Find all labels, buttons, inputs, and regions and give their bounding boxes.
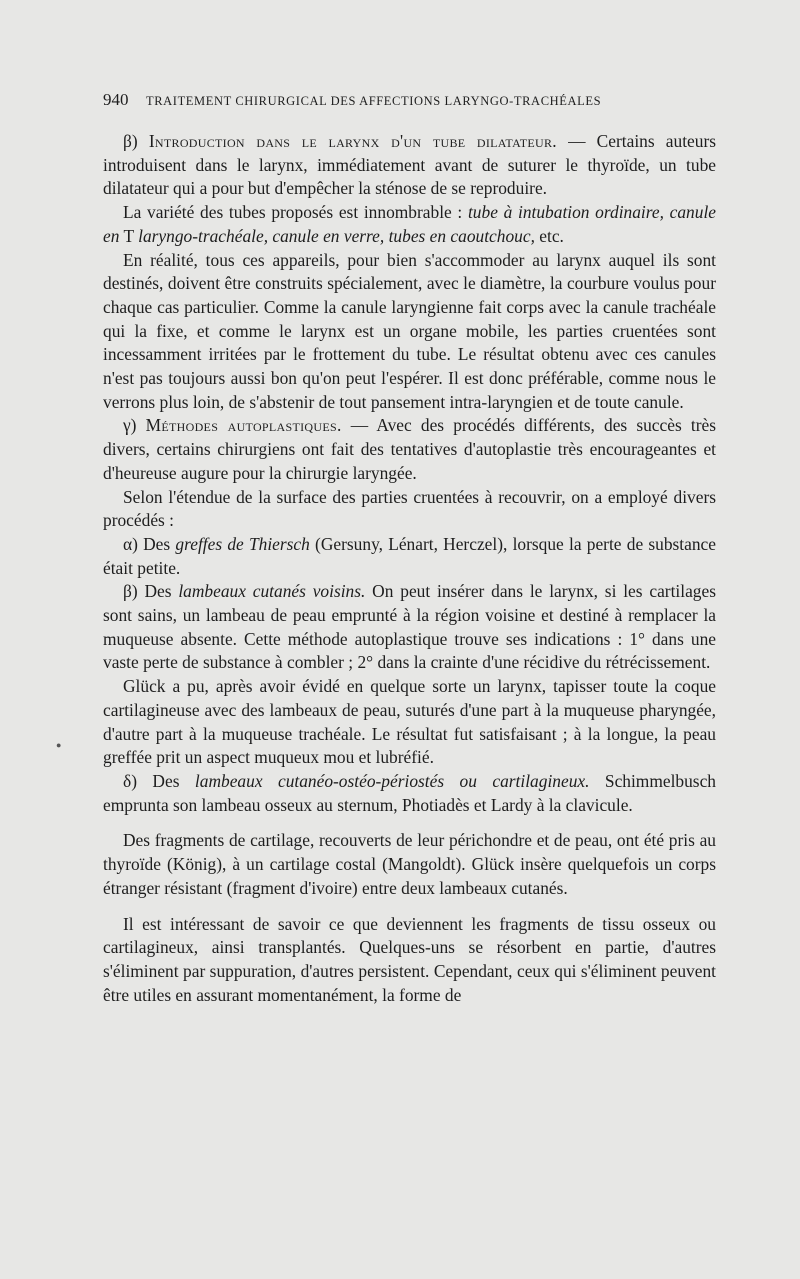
paragraph-text: (Gersuny, Lénart, Herczel), lorsque la perte de substance était petite. bbox=[103, 533, 716, 578]
paragraph-text: Schimmelbusch emprunta son lambeau osseux au sternum, Photiadès et Lardy à la clavicule. bbox=[103, 770, 716, 815]
item-label: β) bbox=[123, 131, 149, 151]
item-label: β) Des bbox=[123, 581, 179, 602]
paragraph bbox=[103, 533, 716, 580]
italic-term: lambeaux cutanéo-ostéo-périostés ou cartilagineux. bbox=[194, 770, 590, 791]
paragraph: En réalité, tous ces appareils, pour bien s'accommoder au larynx auquel ils sont destinés, doivent être construits spécialement, avec le diamètre, la courbure voulus pour chaque cas particulier. Comme la canule laryngienne fait corps avec la canule trachéale qui la fixe, et comme le larynx est un organe mobile, les parties cruentées sont incessamment irritées par le frottement du tube. Le résultat obtenu avec ces canules n'est pas toujours aussi bon qu'on peut l'espérer. Il est donc préférable, comme nous le verrons plus loin, de s'abstenir de tout pansement intra-laryngien et de toute canule. bbox=[103, 249, 716, 412]
paragraph bbox=[103, 770, 716, 817]
section-heading: Introduction dans le larynx d'un tube dilatateur. bbox=[148, 131, 557, 151]
item-label: γ) bbox=[123, 415, 146, 436]
paragraph: Selon l'étendue de la surface des parties cruentées à recouvrir, on a employé divers procédés : bbox=[103, 486, 716, 531]
paragraph-text: T bbox=[119, 225, 139, 246]
italic-term: greffes de Thiersch bbox=[175, 533, 310, 554]
paragraph-text: On peut insérer dans le larynx, si les cartilages sont sains, un lambeau de peau emprunté à la région voisine et destiné à remplacer la muqueuse absente. Cette méthode autoplastique trouve ses indications : 1° dans une vaste perte de substance à combler ; 2° dans la crainte d'une récidive du rétrécissement. bbox=[103, 581, 716, 673]
italic-term: tube à intubation ordinaire, canule en bbox=[103, 202, 716, 246]
paragraph: Glück a pu, après avoir évidé en quelque sorte un larynx, tapisser toute la coque cartilagineuse avec des lambeaux de peau, suturés d'une part à la muqueuse pharyngée, d'autre part à la muqueuse trachéale. Le résultat fut satisfaisant ; à la longue, la peau greffée prit un aspect muqueux mou et lubréfié. bbox=[103, 676, 716, 768]
body-text bbox=[103, 130, 716, 1007]
paragraph bbox=[103, 414, 716, 485]
italic-term: laryngo-trachéale, canule en verre, tubes en caoutchouc, bbox=[138, 225, 535, 246]
paragraph bbox=[103, 580, 716, 675]
paragraph-text: — Avec des procédés différents, des succès très divers, certains chirurgiens ont fait des tentatives d'autoplastie très encourageantes et d'heureuse augure pour la chirurgie laryngée. bbox=[103, 415, 716, 483]
section-heading: Méthodes autoplastiques. bbox=[145, 415, 342, 436]
running-title: TRAITEMENT CHIRURGICAL DES AFFECTIONS LARYNGO-TRACHÉALES bbox=[146, 94, 602, 108]
item-label: δ) Des bbox=[123, 770, 195, 791]
running-header bbox=[103, 90, 723, 110]
item-label: α) Des bbox=[123, 533, 176, 554]
margin-speck-icon: ● bbox=[56, 740, 62, 750]
paragraph-text: — Certains auteurs introduisent dans le larynx, immédiatement avant de suturer le thyroïde, un tube dilatateur qui a pour but d'empêcher la sténose de se reproduire. bbox=[103, 131, 717, 199]
paragraph bbox=[103, 130, 716, 201]
paragraph bbox=[103, 201, 716, 248]
paragraph: Des fragments de cartilage, recouverts de leur périchondre et de peau, ont été pris au thyroïde (König), à un cartilage costal (Mangoldt). Glück insère quelquefois un corps étranger résistant (fragment d'ivoire) entre deux lambeaux cutanés. bbox=[103, 830, 716, 898]
paragraph-text: etc. bbox=[534, 225, 564, 246]
italic-term: lambeaux cutanés voisins. bbox=[178, 581, 366, 602]
page-number: 940 bbox=[103, 90, 129, 109]
paragraph-text: La variété des tubes proposés est innombrable : bbox=[123, 202, 468, 223]
paragraph: Il est intéressant de savoir ce que deviennent les fragments de tissu osseux ou cartilagineux, ainsi transplantés. Quelques-uns se résorbent en partie, d'autres s'éliminent par suppuration, d'autres persistent. Cependant, ceux qui s'éliminent peuvent être utiles en assurant momentanément, la forme de bbox=[103, 913, 716, 1005]
